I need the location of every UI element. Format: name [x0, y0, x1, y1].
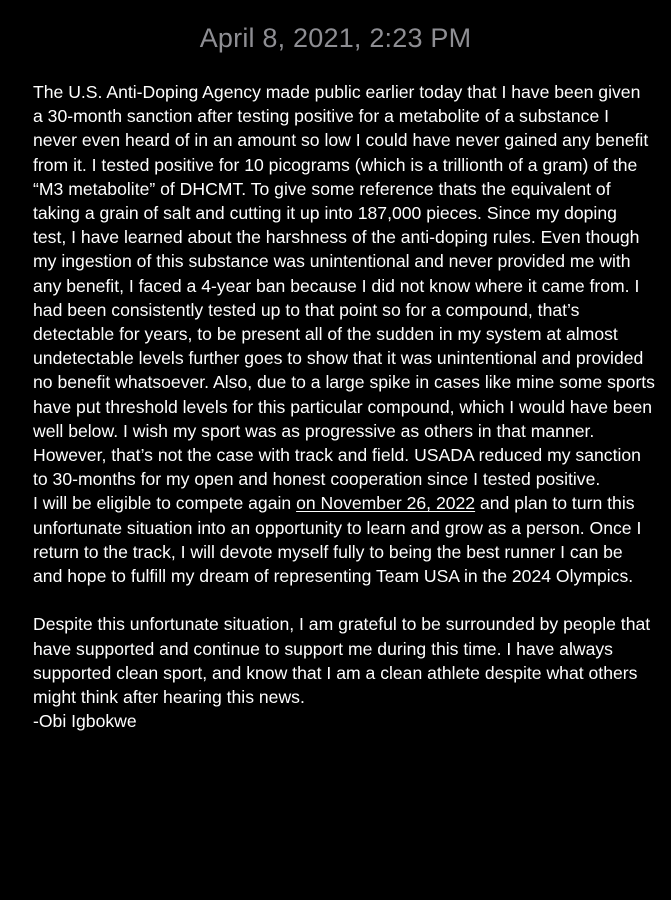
paragraph-2-before: I will be eligible to compete again [33, 493, 297, 514]
note-signature: -Obi Igbokwe [33, 711, 137, 732]
paragraph-2-after: and plan to turn this unfortunate situation into an opportunity to learn and grow as a person. Once I return to the track, I will devote myself fully to being the best runner I can be and hope to fulfill my dream of representing Team USA in the 2024 Olympics. [33, 493, 642, 587]
paragraph-spacer [33, 588, 655, 612]
note-timestamp: April 8, 2021, 2:23 PM [199, 23, 472, 53]
date-link[interactable]: on November 26, 2022 [296, 493, 476, 514]
note-body[interactable] [33, 80, 655, 733]
note-paragraph-2 [33, 491, 655, 588]
note-paragraph-1: The U.S. Anti-Doping Agency made public earlier today that I have been given a 30-month sanction after testing positive for a metabolite of a substance I never even heard of in an amount so low I could have never gained any benefit from it. I tested positive for 10 picograms (which is a trillionth of a gram) of the “M3 metabolite” of DHCMT. To give some reference thats the equivalent of taking a grain of salt and cutting it up into 187,000 pieces. Since my doping test, I have learned about the harshness of the anti-doping rules. Even though my ingestion of this substance was unintentional and never provided me with any benefit, I faced a 4-year ban because I did not know where it came from. I had been consistently tested up to that point so for a compound, that’s detectable for years, to be present all of the sudden in my system at almost undetectable levels further goes to show that it was unintentional and provided no benefit whatsoever. Also, due to a large spike in cases like mine some sports have put threshold levels for this particular compound, which I would have been well below. I wish my sport was as progressive as others in that manner. However, that’s not the case with track and field. USADA reduced my sanction to 30-months for my open and honest cooperation since I tested positive. [33, 82, 655, 490]
note-paragraph-3: Despite this unfortunate situation, I am grateful to be surrounded by people that have supported and continue to support me during this time. I have always supported clean sport, and know that I am a clean athlete despite what others might think after hearing this news. [33, 614, 651, 708]
